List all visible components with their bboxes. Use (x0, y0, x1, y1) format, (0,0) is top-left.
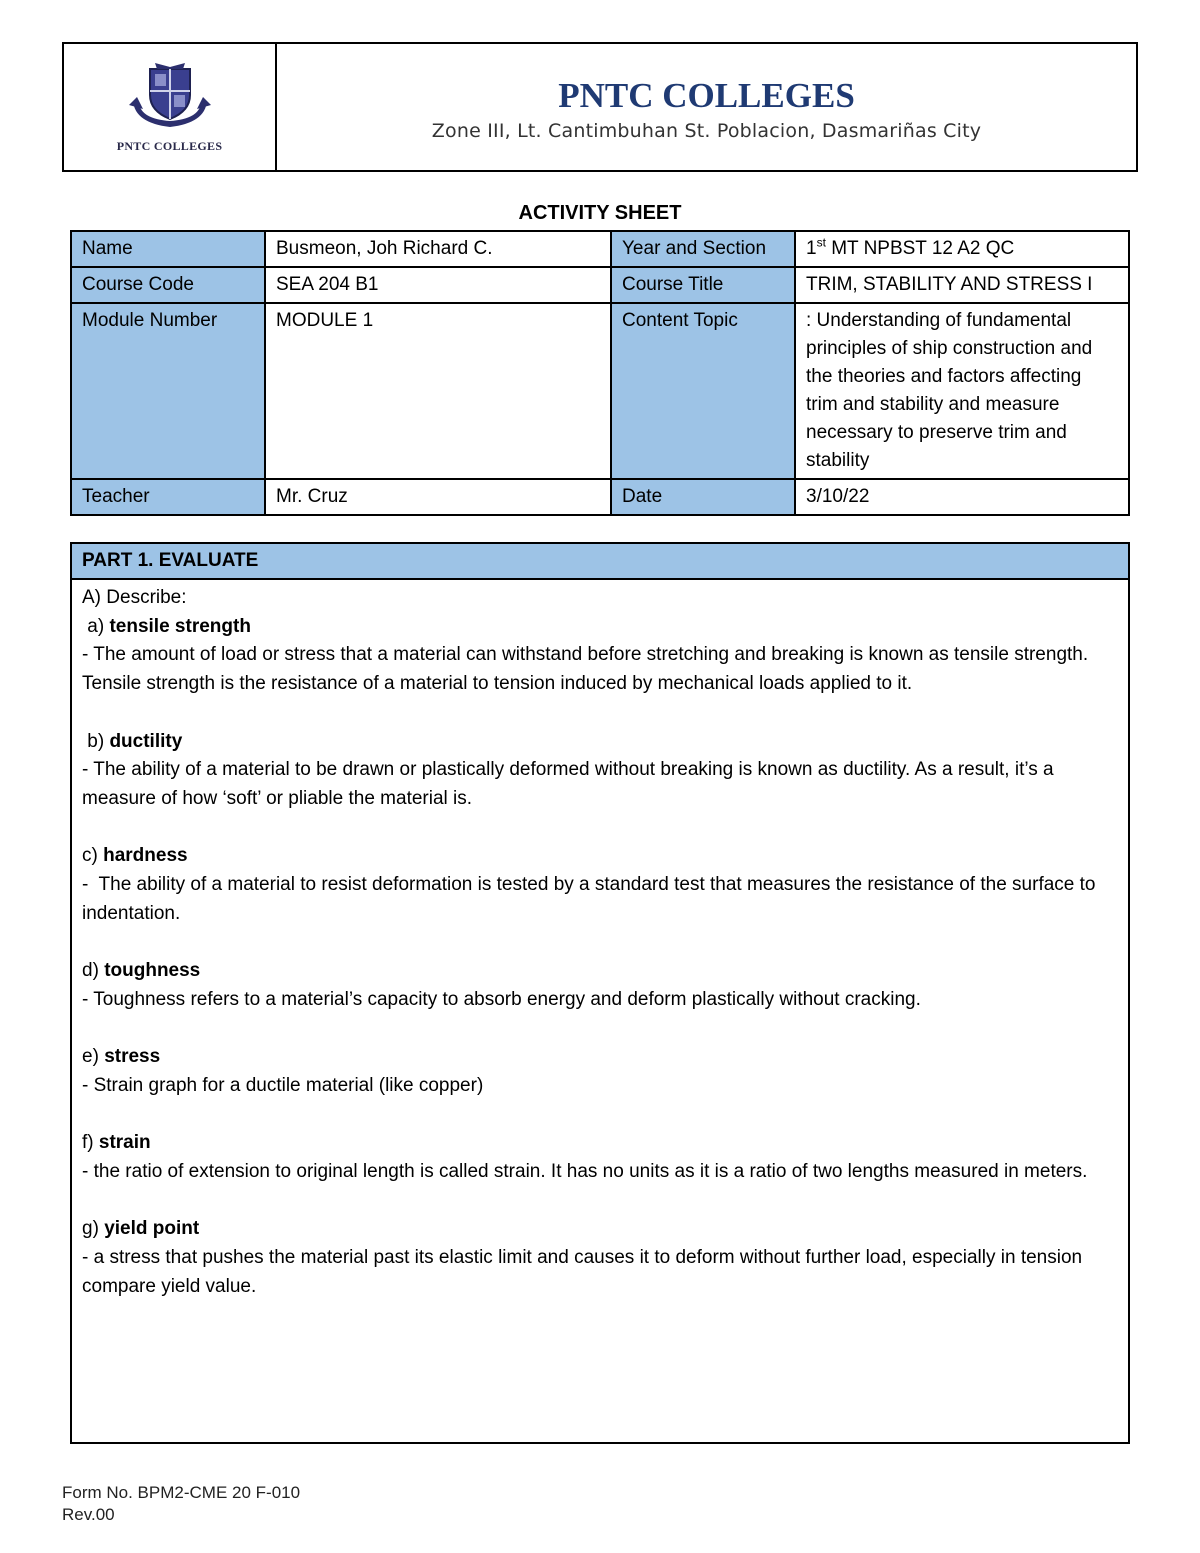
answer-heading (82, 1043, 1118, 1072)
answer-prefix: e) (82, 1046, 105, 1068)
year-rest: MT NPBST 12 A2 QC (825, 238, 1015, 259)
form-footer (62, 1482, 300, 1526)
answer-item (82, 957, 1118, 1014)
answer-text: - Toughness refers to a material’s capacity to absorb energy and deform plastically without cracking. (82, 988, 921, 1010)
logo-cell (64, 44, 277, 170)
answer-heading (82, 842, 1118, 871)
title-cell (277, 44, 1136, 170)
school-address: Zone III, Lt. Cantimbuhan St. Poblacion, Dasmariñas City (431, 120, 982, 142)
answer-text: - a stress that pushes the material past its elastic limit and causes it to deform without further load, especially in tension compare yield value. (82, 1247, 1083, 1297)
answer-heading (82, 1129, 1118, 1158)
year-num: 1 (806, 238, 817, 259)
course-title-label: Course Title (611, 267, 795, 303)
part1-section (70, 542, 1130, 1444)
answer-item (82, 1129, 1118, 1186)
name-label: Name (71, 231, 265, 267)
name-value: Busmeon, Joh Richard C. (265, 231, 611, 267)
topic-value: : Understanding of fundamental principles of ship construction and the theories and factors affecting trim and stability and measure necessary to preserve trim and stability (795, 303, 1129, 479)
answer-text: - the ratio of extension to original length is called strain. It has no units as it is a ratio of two lengths measured in meters. (82, 1160, 1088, 1182)
answer-text: - The amount of load or stress that a material can withstand before stretching and breaking is known as tensile strength. Tensile strength is the resistance of a material to tension induced by mechanical loads applied to it. (82, 644, 1089, 695)
answer-item (82, 1043, 1118, 1100)
year-sup: st (816, 235, 826, 250)
answer-item (82, 728, 1118, 814)
answer-prefix: a) (82, 615, 110, 637)
answer-item (82, 1215, 1118, 1301)
answer-heading (82, 613, 1118, 642)
topic-label: Content Topic (611, 303, 795, 479)
answer-term: tensile strength (109, 615, 251, 637)
info-row-course (71, 267, 1129, 303)
document-header (62, 42, 1138, 172)
course-code-value: SEA 204 B1 (265, 267, 611, 303)
info-row-name (71, 231, 1129, 267)
pntc-shield-logo-icon (125, 61, 215, 133)
answer-text: - The ability of a material to be drawn or plastically deformed without breaking is known as ductility. As a result, it’s a measure of how ‘soft’ or pliable the material is. (82, 759, 1054, 809)
answer-prefix: d) (82, 960, 105, 982)
answer-term: toughness (104, 960, 201, 982)
module-label: Module Number (71, 303, 265, 479)
logo-caption: PNTC COLLEGES (116, 138, 223, 153)
part1-body (72, 580, 1128, 1301)
module-value: MODULE 1 (265, 303, 611, 479)
course-code-label: Course Code (71, 267, 265, 303)
answer-term: hardness (103, 845, 188, 867)
date-label: Date (611, 479, 795, 515)
info-row-teacher (71, 479, 1129, 515)
answer-term: strain (98, 1132, 151, 1154)
answer-term: yield point (104, 1218, 200, 1240)
teacher-value: Mr. Cruz (265, 479, 611, 515)
part1-intro: A) Describe: (82, 587, 187, 608)
answer-heading (82, 728, 1118, 757)
date-value: 3/10/22 (795, 479, 1129, 515)
answer-prefix: g) (82, 1218, 105, 1240)
answer-term: ductility (109, 730, 183, 752)
year-value (795, 231, 1129, 267)
answer-text: - The ability of a material to resist deformation is tested by a standard test that measures the resistance of the surface to indentation. (82, 874, 1101, 924)
answer-term: stress (104, 1046, 161, 1068)
answer-heading (82, 1215, 1118, 1244)
part1-heading: PART 1. EVALUATE (72, 544, 1128, 580)
info-table (70, 230, 1130, 516)
sheet-title: ACTIVITY SHEET (518, 202, 682, 224)
answer-prefix: b) (82, 730, 110, 752)
answer-prefix: f) (82, 1132, 99, 1154)
info-row-module (71, 303, 1129, 479)
form-revision: Rev.00 (62, 1505, 115, 1524)
teacher-label: Teacher (71, 479, 265, 515)
answer-prefix: c) (82, 845, 104, 867)
school-name: PNTC COLLEGES (558, 76, 855, 115)
answer-heading (82, 957, 1118, 986)
answer-item (82, 613, 1118, 699)
course-title-value: TRIM, STABILITY AND STRESS I (795, 267, 1129, 303)
answer-item (82, 842, 1118, 928)
answer-text: - Strain graph for a ductile material (like copper) (82, 1074, 484, 1096)
form-number: Form No. BPM2-CME 20 F-010 (62, 1483, 301, 1502)
year-label: Year and Section (611, 231, 795, 267)
